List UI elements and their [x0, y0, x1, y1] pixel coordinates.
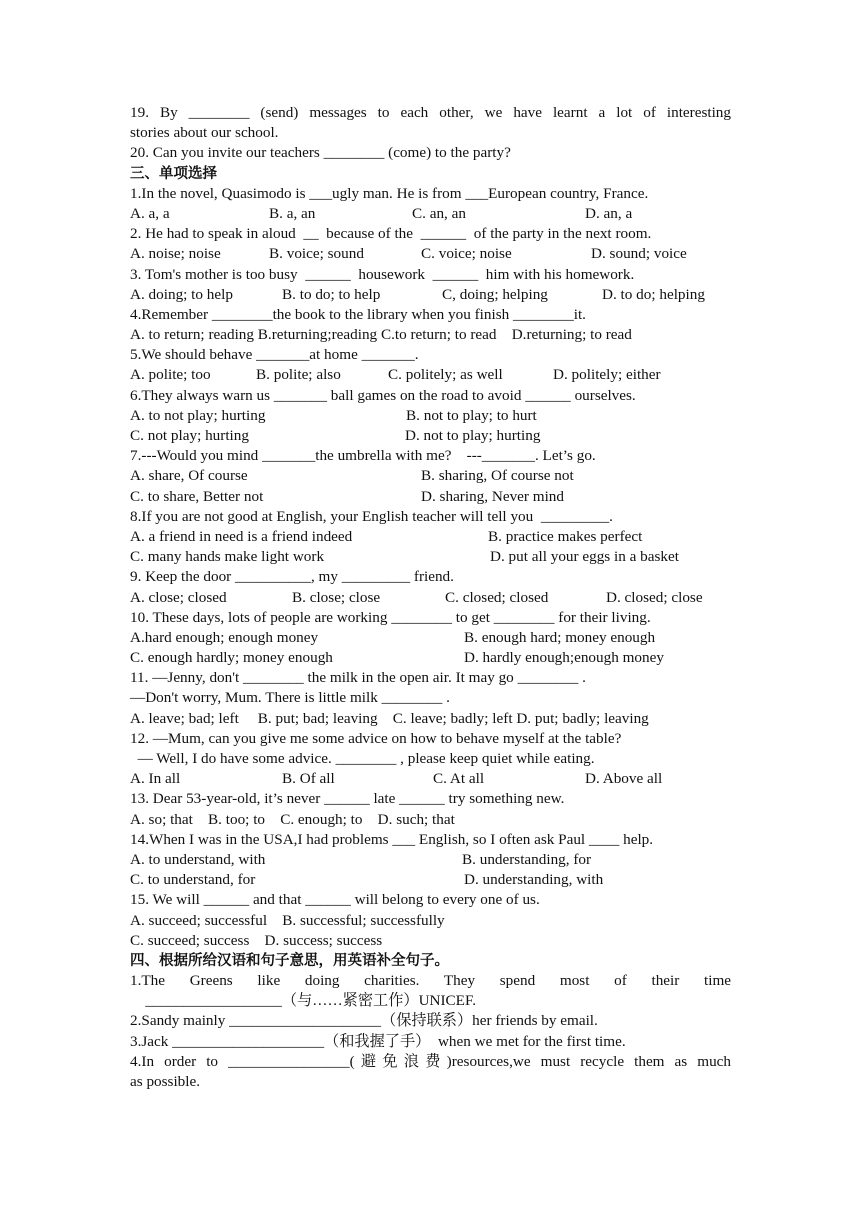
- option-row: [130, 406, 731, 426]
- option-a: A. doing; to help: [130, 285, 233, 303]
- option-d: D. Above all: [585, 770, 663, 788]
- option-a: C. enough hardly; money enough: [130, 649, 333, 667]
- option-b: D. understanding, with: [464, 871, 604, 889]
- option-a: A. a friend in need is a friend indeed: [130, 527, 353, 545]
- option-a: C. to share, Better not: [130, 487, 264, 505]
- text-line: 11. —Jenny, don't ________ the milk in the open air. It may go ________ .: [130, 669, 586, 687]
- option-b: B. understanding, for: [462, 850, 592, 868]
- option-b: B. enough hard; money enough: [464, 628, 656, 646]
- option-d: D. an, a: [585, 204, 633, 222]
- option-row: [130, 628, 731, 648]
- option-row: [130, 850, 731, 870]
- option-row: [130, 588, 731, 608]
- option-row: [130, 285, 731, 305]
- option-b: D. hardly enough;enough money: [464, 649, 664, 667]
- option-row: [130, 244, 731, 264]
- option-b: B. not to play; to hurt: [406, 406, 537, 424]
- option-b: B. practice makes perfect: [488, 527, 643, 545]
- option-a: A. a, a: [130, 204, 170, 222]
- option-a: A. In all: [130, 770, 181, 788]
- option-b: D. put all your eggs in a basket: [490, 548, 679, 566]
- option-b: B. polite; also: [256, 366, 341, 384]
- option-b: B. Of all: [282, 770, 335, 788]
- text-line: 3. Tom's mother is too busy ______ housework ______ him with his homework.: [130, 265, 635, 283]
- text-line: 12. —Mum, can you give me some advice on how to behave myself at the table?: [130, 729, 622, 747]
- text-line: as possible.: [130, 1073, 201, 1090]
- option-b: D. sharing, Never mind: [421, 487, 564, 505]
- option-a: C. many hands make light work: [130, 548, 325, 566]
- text-line: 7.---Would you mind _______the umbrella with me? ---_______. Let’s go.: [130, 447, 596, 465]
- option-c: C. closed; closed: [445, 588, 549, 606]
- text-line: 2.Sandy mainly ____________________（保持联系）her friends by email.: [130, 1012, 598, 1030]
- option-a: A. to not play; hurting: [130, 406, 266, 424]
- option-d: D. sound; voice: [591, 245, 687, 263]
- text-line: 9. Keep the door __________, my _________ friend.: [130, 568, 454, 586]
- option-d: D. closed; close: [606, 588, 703, 606]
- option-row: [130, 527, 731, 547]
- option-row: [130, 648, 731, 668]
- option-b: B. sharing, Of course not: [421, 467, 574, 485]
- text-line: 20. Can you invite our teachers ________ (come) to the party?: [130, 144, 511, 162]
- text-line: __________________（与……紧密工作）UNICEF.: [130, 992, 476, 1010]
- option-a: A. share, Of course: [130, 467, 248, 485]
- option-d: D. to do; helping: [602, 285, 705, 303]
- text-line: 1.The Greens like doing charities. They spend most of their time: [130, 972, 731, 990]
- worksheet-page: [130, 103, 731, 1092]
- option-row: [130, 487, 731, 507]
- text-line: 8.If you are not good at English, your English teacher will tell you _________.: [130, 507, 613, 525]
- text-line: A. to return; reading B.returning;reading C.to return; to read D.returning; to read: [130, 326, 632, 344]
- option-row: [130, 204, 731, 224]
- option-a: A.hard enough; enough money: [130, 628, 319, 646]
- option-row: [130, 365, 731, 385]
- option-b: B. a, an: [269, 204, 316, 222]
- option-c: C. an, an: [412, 204, 466, 222]
- option-a: C. not play; hurting: [130, 427, 249, 444]
- option-a: A. noise; noise: [130, 245, 221, 263]
- option-b: B. to do; to help: [282, 285, 381, 303]
- option-c: C. voice; noise: [421, 245, 512, 263]
- option-row: [130, 426, 731, 446]
- text-line: 5.We should behave _______at home _______.: [130, 346, 419, 364]
- text-line: A. succeed; successful B. successful; successfully: [130, 911, 445, 929]
- option-c: C, doing; helping: [442, 285, 548, 303]
- text-line: stories about our school.: [130, 124, 279, 142]
- option-a: A. polite; too: [130, 366, 211, 384]
- text-line: 13. Dear 53-year-old, it’s never ______ late ______ try something new.: [130, 790, 565, 808]
- option-c: C. At all: [433, 770, 485, 788]
- text-line: 3.Jack ____________________（和我握了手） when we met for the first time.: [130, 1032, 626, 1050]
- option-a: A. close; closed: [130, 588, 227, 606]
- option-a: C. to understand, for: [130, 871, 256, 889]
- text-line: —Don't worry, Mum. There is little milk ________ .: [130, 689, 450, 707]
- option-row: [130, 870, 731, 890]
- section-heading: 四、根据所给汉语和句子意思，用英语补全句子。: [130, 952, 449, 969]
- text-line: 4.In order to ________________(避免浪费)resources,we must recycle them as much: [130, 1052, 731, 1070]
- text-line: 10. These days, lots of people are working ________ to get ________ for their living.: [130, 608, 651, 626]
- text-line: C. succeed; success D. success; success: [130, 931, 383, 949]
- option-row: [130, 769, 731, 789]
- text-line: A. leave; bad; left B. put; bad; leaving C. leave; badly; left D. put; badly; leaving: [130, 709, 649, 727]
- option-a: A. to understand, with: [130, 850, 266, 868]
- option-b: B. close; close: [292, 588, 381, 606]
- text-line: 1.In the novel, Quasimodo is ___ugly man. He is from ___European country, France.: [130, 184, 649, 202]
- option-row: [130, 466, 731, 486]
- option-b: D. not to play; hurting: [405, 427, 541, 444]
- text-line: 6.They always warn us _______ ball games on the road to avoid ______ ourselves.: [130, 386, 636, 404]
- text-line: 15. We will ______ and that ______ will belong to every one of us.: [130, 891, 540, 909]
- text-line: 19. By ________ (send) messages to each other, we have learnt a lot of interesting: [130, 104, 731, 121]
- option-row: [130, 547, 731, 567]
- option-b: B. voice; sound: [269, 245, 364, 263]
- text-line: 14.When I was in the USA,I had problems ___ English, so I often ask Paul ____ help.: [130, 830, 654, 848]
- section-heading: 三、单项选择: [130, 165, 217, 182]
- option-d: D. politely; either: [553, 366, 661, 384]
- text-line: A. so; that B. too; to C. enough; to D. such; that: [130, 810, 455, 828]
- text-line: 4.Remember ________the book to the library when you finish ________it.: [130, 305, 586, 323]
- text-line: — Well, I do have some advice. ________ , please keep quiet while eating.: [130, 750, 595, 767]
- option-c: C. politely; as well: [388, 366, 503, 384]
- text-line: 2. He had to speak in aloud __ because of the ______ of the party in the next room.: [130, 225, 652, 243]
